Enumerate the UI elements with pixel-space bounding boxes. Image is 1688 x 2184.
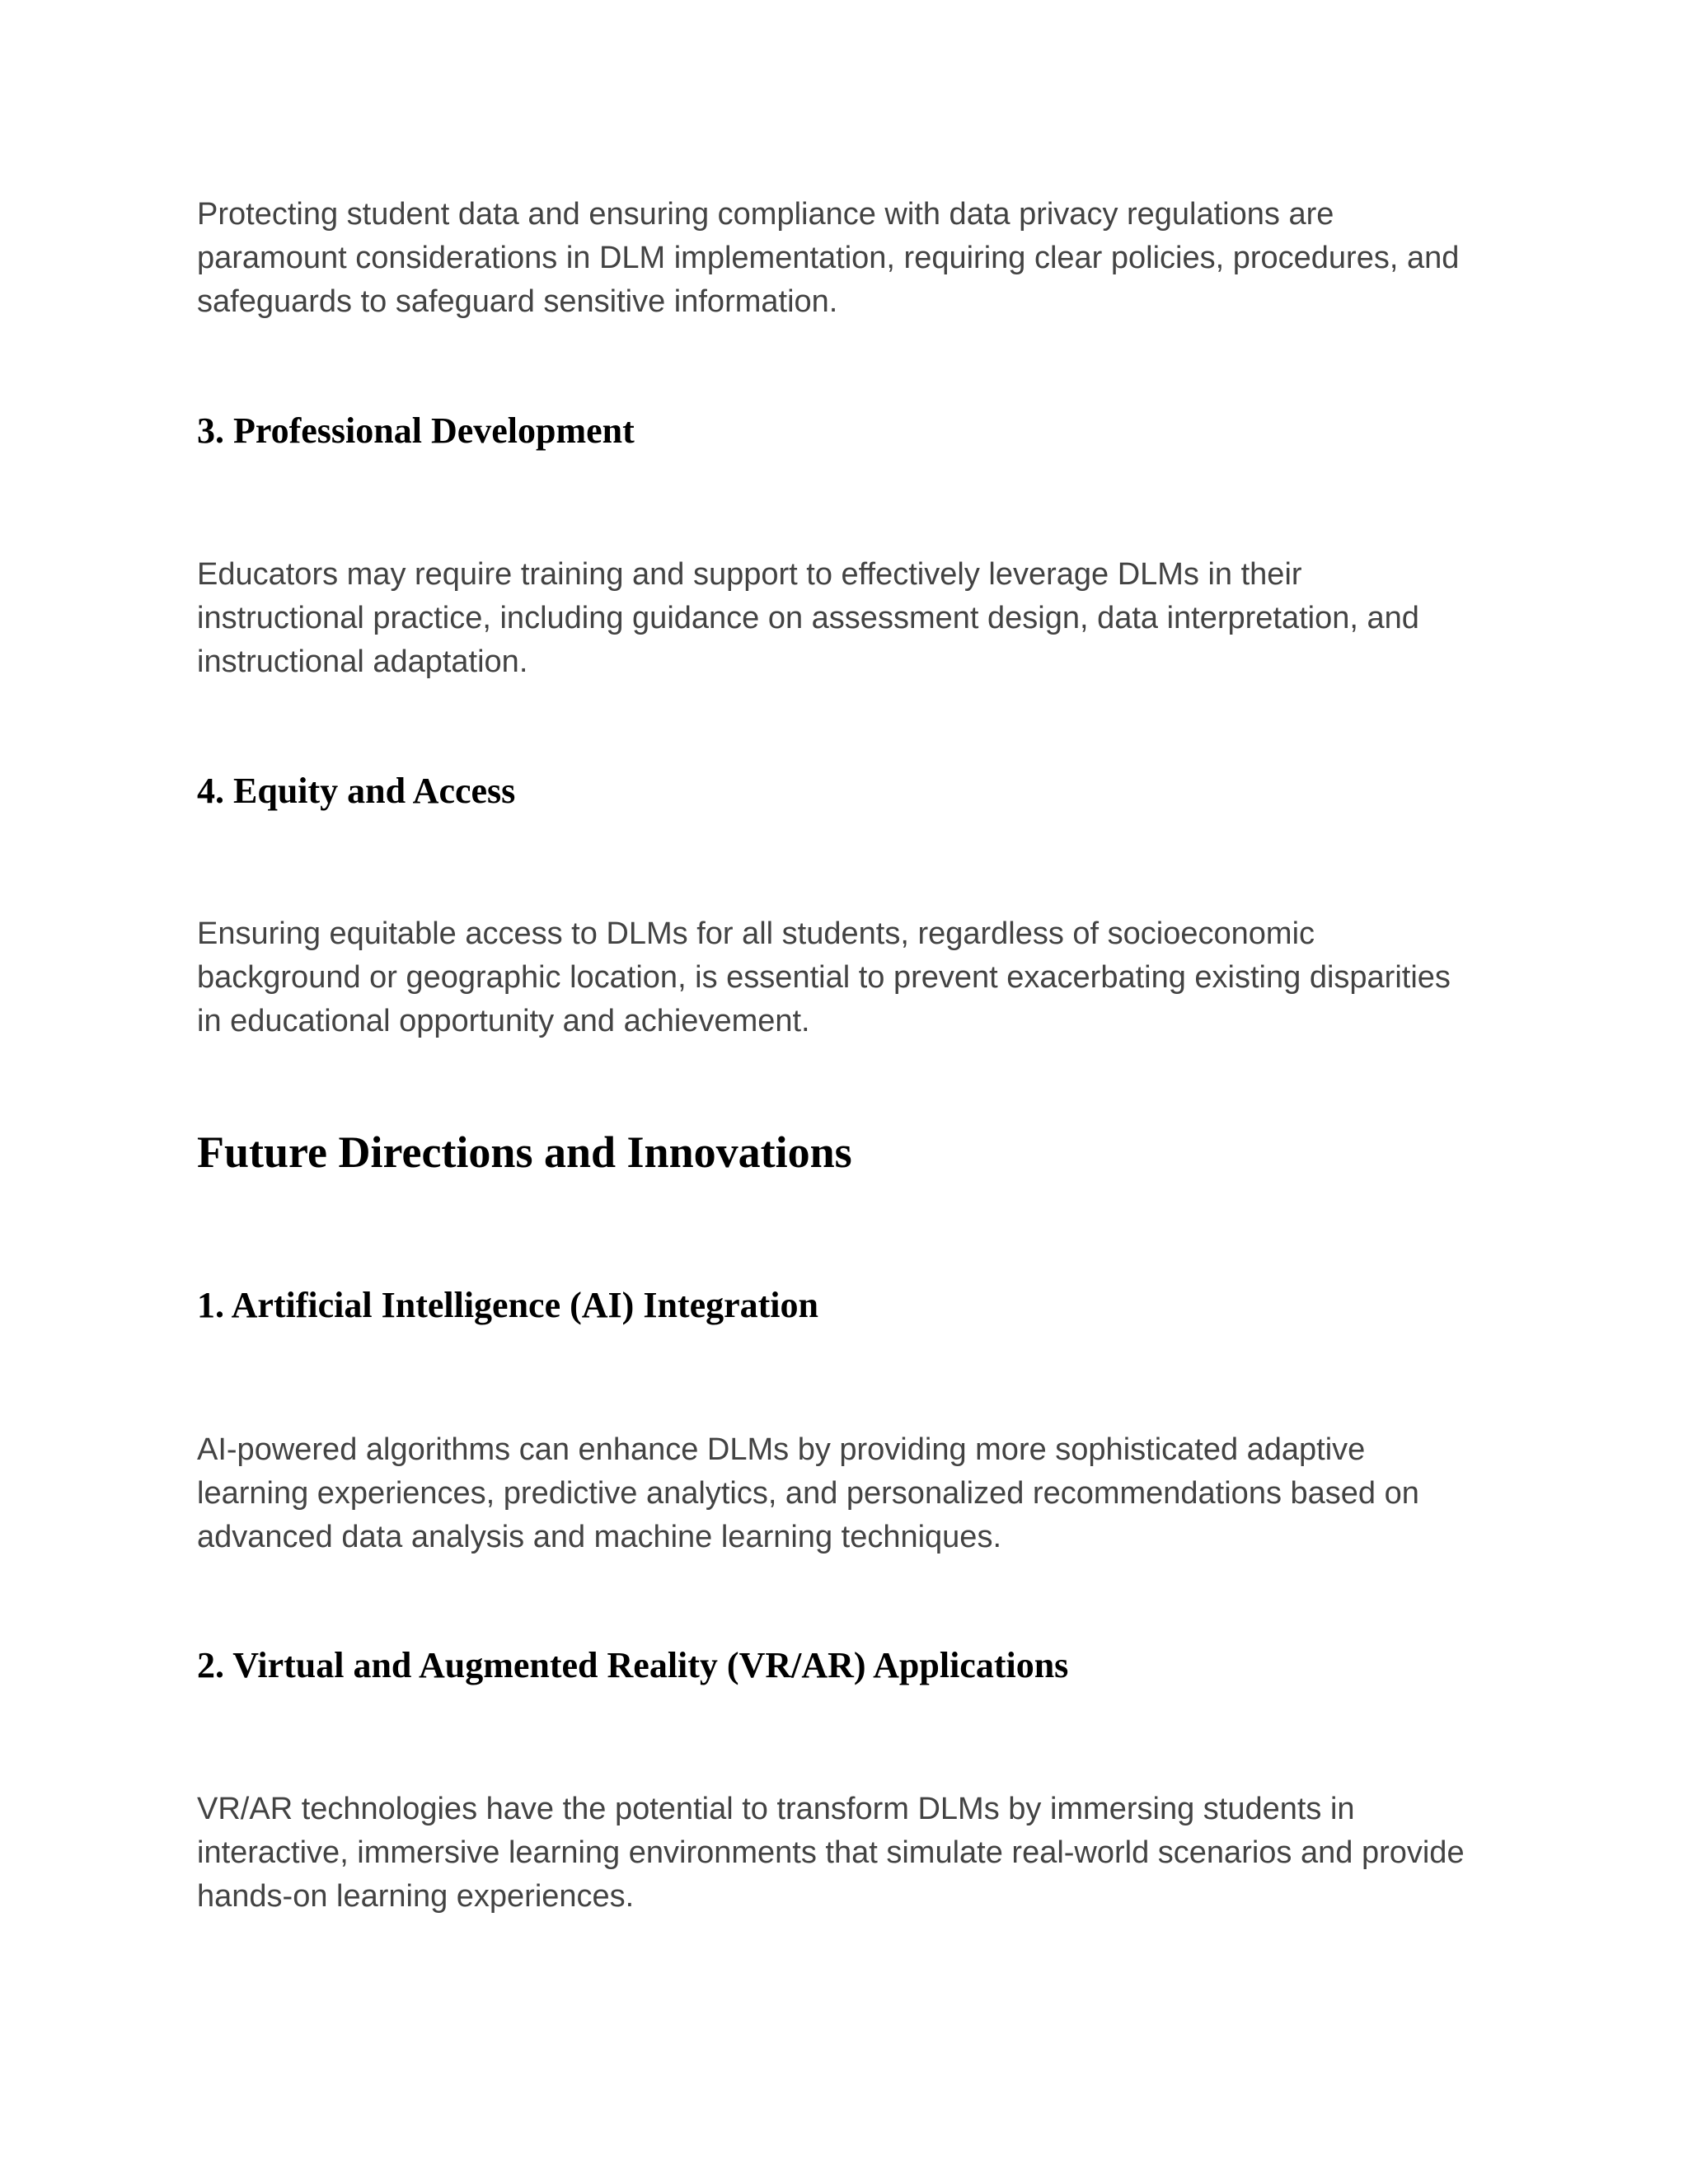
privacy-line-3: safeguards to safeguard sensitive information. [197,284,838,319]
professional-line-2: instructional practice, including guidance on assessment design, data interpretation, and [197,601,1419,635]
ai-line-1: AI-powered algorithms can enhance DLMs by providing more sophisticated adaptive [197,1432,1366,1467]
vr-line-3: hands-on learning experiences. [197,1879,635,1914]
privacy-line-2: paramount considerations in DLM implementation, requiring clear policies, procedures, and [197,241,1460,275]
ai-integration-heading: 1. Artificial Intelligence (AI) Integration [197,1285,818,1325]
privacy-paragraph [197,193,1499,324]
professional-development-paragraph [197,553,1499,684]
equity-access-paragraph [197,912,1499,1043]
professional-development-heading: 3. Professional Development [197,410,635,451]
vr-ar-heading: 2. Virtual and Augmented Reality (VR/AR) Applications [197,1645,1069,1685]
equity-line-1: Ensuring equitable access to DLMs for all students, regardless of socioeconomic [197,916,1315,951]
ai-line-2: learning experiences, predictive analytics, and personalized recommendations based on [197,1476,1419,1511]
equity-access-heading: 4. Equity and Access [197,771,516,811]
professional-line-1: Educators may require training and support to effectively leverage DLMs in their [197,557,1302,592]
vr-ar-paragraph [197,1788,1499,1919]
ai-line-3: advanced data analysis and machine learning techniques. [197,1520,1001,1554]
privacy-line-1: Protecting student data and ensuring compliance with data privacy regulations are [197,197,1334,232]
equity-line-3: in educational opportunity and achievement. [197,1004,810,1038]
vr-line-2: interactive, immersive learning environments that simulate real-world scenarios and provide [197,1835,1465,1870]
future-directions-heading: Future Directions and Innovations [197,1127,852,1177]
equity-line-2: background or geographic location, is essential to prevent exacerbating existing disparities [197,960,1451,995]
vr-line-1: VR/AR technologies have the potential to transform DLMs by immersing students in [197,1792,1355,1826]
professional-line-3: instructional adaptation. [197,644,528,679]
ai-integration-paragraph [197,1428,1499,1559]
